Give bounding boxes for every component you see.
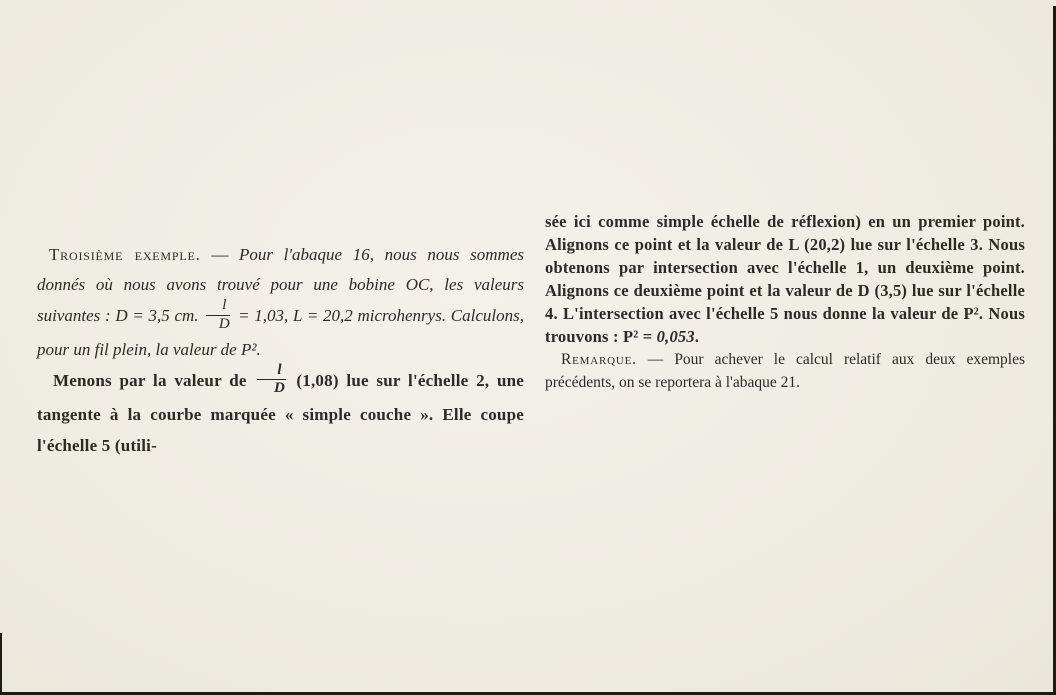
text-segment: sée ici comme simple échelle de réflexion) en un premier point. Alignons ce point et la valeur de L (20,2) lue sur l'échelle 3. Nous obtenons par intersection avec l'échelle 1, un deuxième point. Alignons ce deuxième point et la valeur de D (3,5) lue sur l'échelle 4. L'intersection avec l'échelle 5 nous donne la valeur de P². Nous trouvons : P² = — [545, 212, 1025, 346]
em-dash-separator: — — [636, 351, 675, 368]
fraction-l-over-d — [206, 298, 230, 333]
lead-troisieme-exemple: Troisième exemple. — [49, 245, 201, 264]
left-column — [37, 240, 524, 461]
fraction-numerator: l — [206, 298, 230, 316]
page-border-left-stub — [0, 633, 2, 695]
paragraph-continuation — [545, 210, 1025, 348]
em-dash-separator: — — [200, 245, 239, 264]
text-segment: . — [694, 327, 700, 346]
paragraph-menons — [37, 361, 524, 462]
fraction-denominator: D — [274, 380, 286, 397]
result-value: 0,053 — [656, 327, 695, 346]
right-column — [545, 210, 1025, 394]
fraction-denominator: D — [218, 315, 230, 332]
text-segment: Pour l'abaque 16, nous nous sommes donnés où nous avons trouvé pour une bobine OC, les valeurs suivantes : D = 3,5 cm. — [37, 245, 524, 326]
text-segment: (1,08) lue sur l'échelle 2, une tangente à la courbe marquée « simple couche ». Elle coupe l'échelle 5 (utili- — [37, 370, 524, 455]
paragraph-remarque — [545, 348, 1025, 394]
paragraph-troisieme-exemple — [37, 240, 524, 365]
text-segment: Pour achever le calcul relatif aux deux exemples précédents, on se reportera à l'abaque 21. — [545, 351, 1025, 391]
text-segment: Menons par la valeur de — [53, 370, 255, 390]
lead-remarque: Remarque. — [561, 351, 637, 368]
text-segment: = 1,03, L = 20,2 microhenrys. Calculons, pour un fil plein, la valeur de P². — [37, 306, 524, 359]
fraction-numerator: l — [257, 363, 285, 381]
fraction-l-over-d — [257, 363, 285, 398]
